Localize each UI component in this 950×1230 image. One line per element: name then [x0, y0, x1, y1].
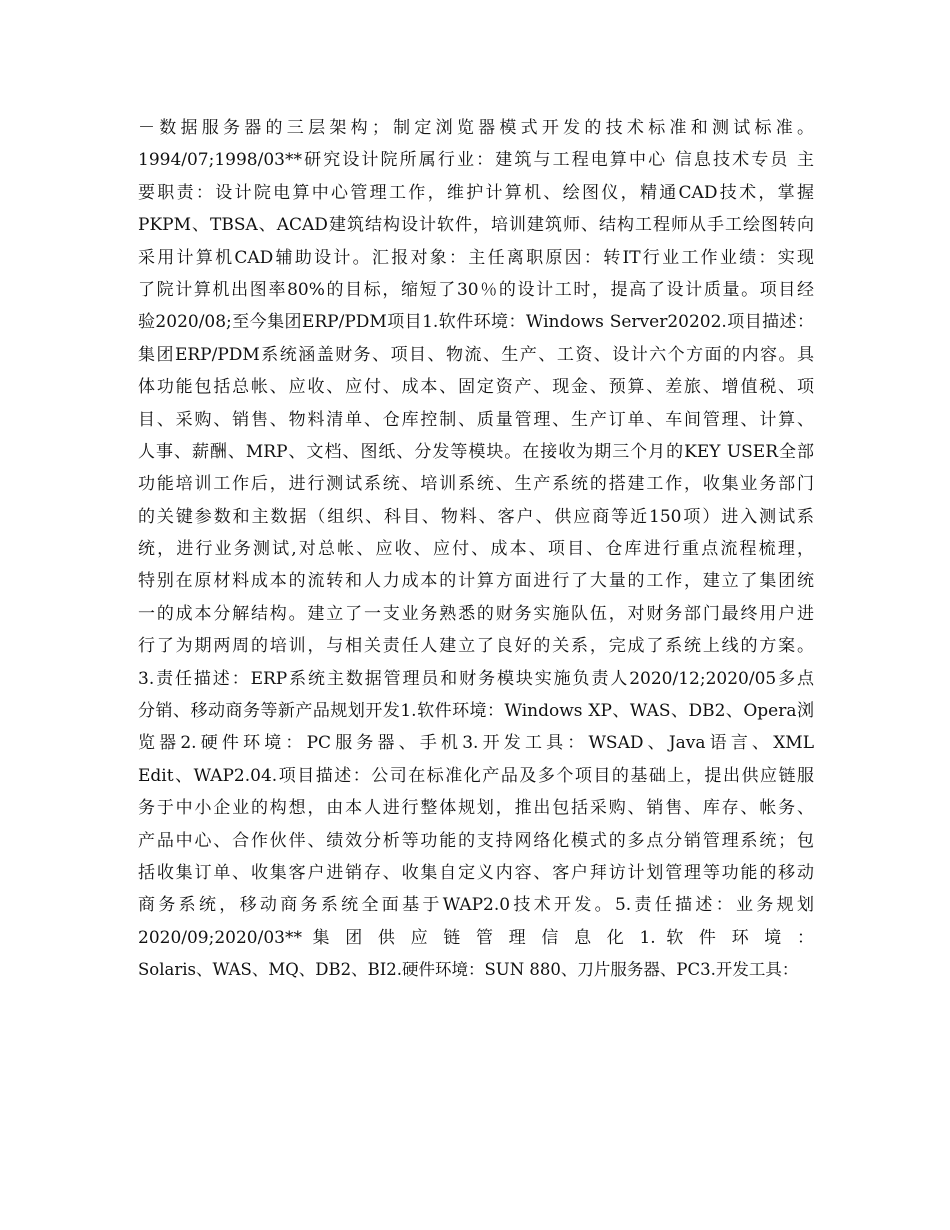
text-line: 的关键参数和主数据（组织、科目、物料、客户、供应商等近150项）进入测试系 — [138, 506, 814, 527]
text-line: 采用计算机CAD辅助设计。汇报对象：主任离职原因：转IT行业工作业绩：实现 — [138, 247, 814, 268]
text-line: 括收集订单、收集客户进销存、收集自定义内容、客户拜访计划管理等功能的移动 — [138, 862, 814, 883]
text-line: 目、采购、销售、物料清单、仓库控制、质量管理、生产订单、车间管理、计算、 — [138, 409, 814, 430]
text-line: 要职责：设计院电算中心管理工作，维护计算机、绘图仪，精通CAD技术，掌握 — [138, 182, 814, 203]
text-line: 验2020/08;至今集团ERP/PDM项目1.软件环境：Windows Server20202.项目描述： — [138, 312, 814, 333]
document-body — [138, 112, 814, 987]
text-line: 1994/07;1998/03**研究设计院所属行业：建筑与工程电算中心 信息技术专员 主 — [138, 150, 814, 171]
text-line: 2020/09;2020/03** 集 团 供 应 链 管 理 信 息 化 1. 软 件 环 境 ： — [138, 927, 814, 948]
text-line: －数据服务器的三层架构；制定浏览器模式开发的技术标准和测试标准。 — [138, 118, 814, 138]
text-line: 3.责任描述：ERP系统主数据管理员和财务模块实施负责人2020/12;2020/05多点 — [138, 668, 814, 689]
text-line: 分销、移动商务等新产品规划开发1.软件环境：Windows XP、WAS、DB2、Opera浏 — [138, 701, 814, 722]
text-line: 统，进行业务测试,对总帐、应收、应付、成本、项目、仓库进行重点流程梳理， — [138, 539, 814, 560]
text-line: 商务系统，移动商务系统全面基于WAP2.0技术开发。5.责任描述：业务规划 — [138, 895, 814, 916]
text-line: 功能培训工作后，进行测试系统、培训系统、生产系统的搭建工作，收集业务部门 — [138, 474, 814, 495]
text-line: 览器2.硬件环境：PC服务器、手机3.开发工具：WSAD、Java语言、XML — [138, 733, 814, 754]
text-line: 务于中小企业的构想，由本人进行整体规划，推出包括采购、销售、库存、帐务、 — [138, 798, 814, 819]
text-line: 一的成本分解结构。建立了一支业务熟悉的财务实施队伍，对财务部门最终用户进 — [138, 603, 814, 624]
text-line: 人事、薪酬、MRP、文档、图纸、分发等模块。在接收为期三个月的KEY USER全部 — [138, 441, 814, 462]
text-line: 特别在原材料成本的流转和人力成本的计算方面进行了大量的工作，建立了集团统 — [138, 571, 814, 592]
text-line: Solaris、WAS、MQ、DB2、BI2.硬件环境：SUN 880、刀片服务器、PC3.开发工具： — [138, 960, 799, 980]
text-line: 集团ERP/PDM系统涵盖财务、项目、物流、生产、工资、设计六个方面的内容。具 — [138, 344, 814, 365]
text-line: 产品中心、合作伙伴、绩效分析等功能的支持网络化模式的多点分销管理系统；包 — [138, 830, 814, 851]
text-line: Edit、WAP2.04.项目描述：公司在标准化产品及多个项目的基础上，提出供应链服 — [138, 765, 814, 786]
text-line: 体功能包括总帐、应收、应付、成本、固定资产、现金、预算、差旅、增值税、项 — [138, 377, 814, 398]
text-line: 行了为期两周的培训，与相关责任人建立了良好的关系，完成了系统上线的方案。 — [138, 636, 814, 657]
text-line: PKPM、TBSA、ACAD建筑结构设计软件，培训建筑师、结构工程师从手工绘图转向 — [138, 215, 814, 236]
text-line: 了院计算机出图率80%的目标，缩短了30％的设计工时，提高了设计质量。项目经 — [138, 279, 814, 300]
